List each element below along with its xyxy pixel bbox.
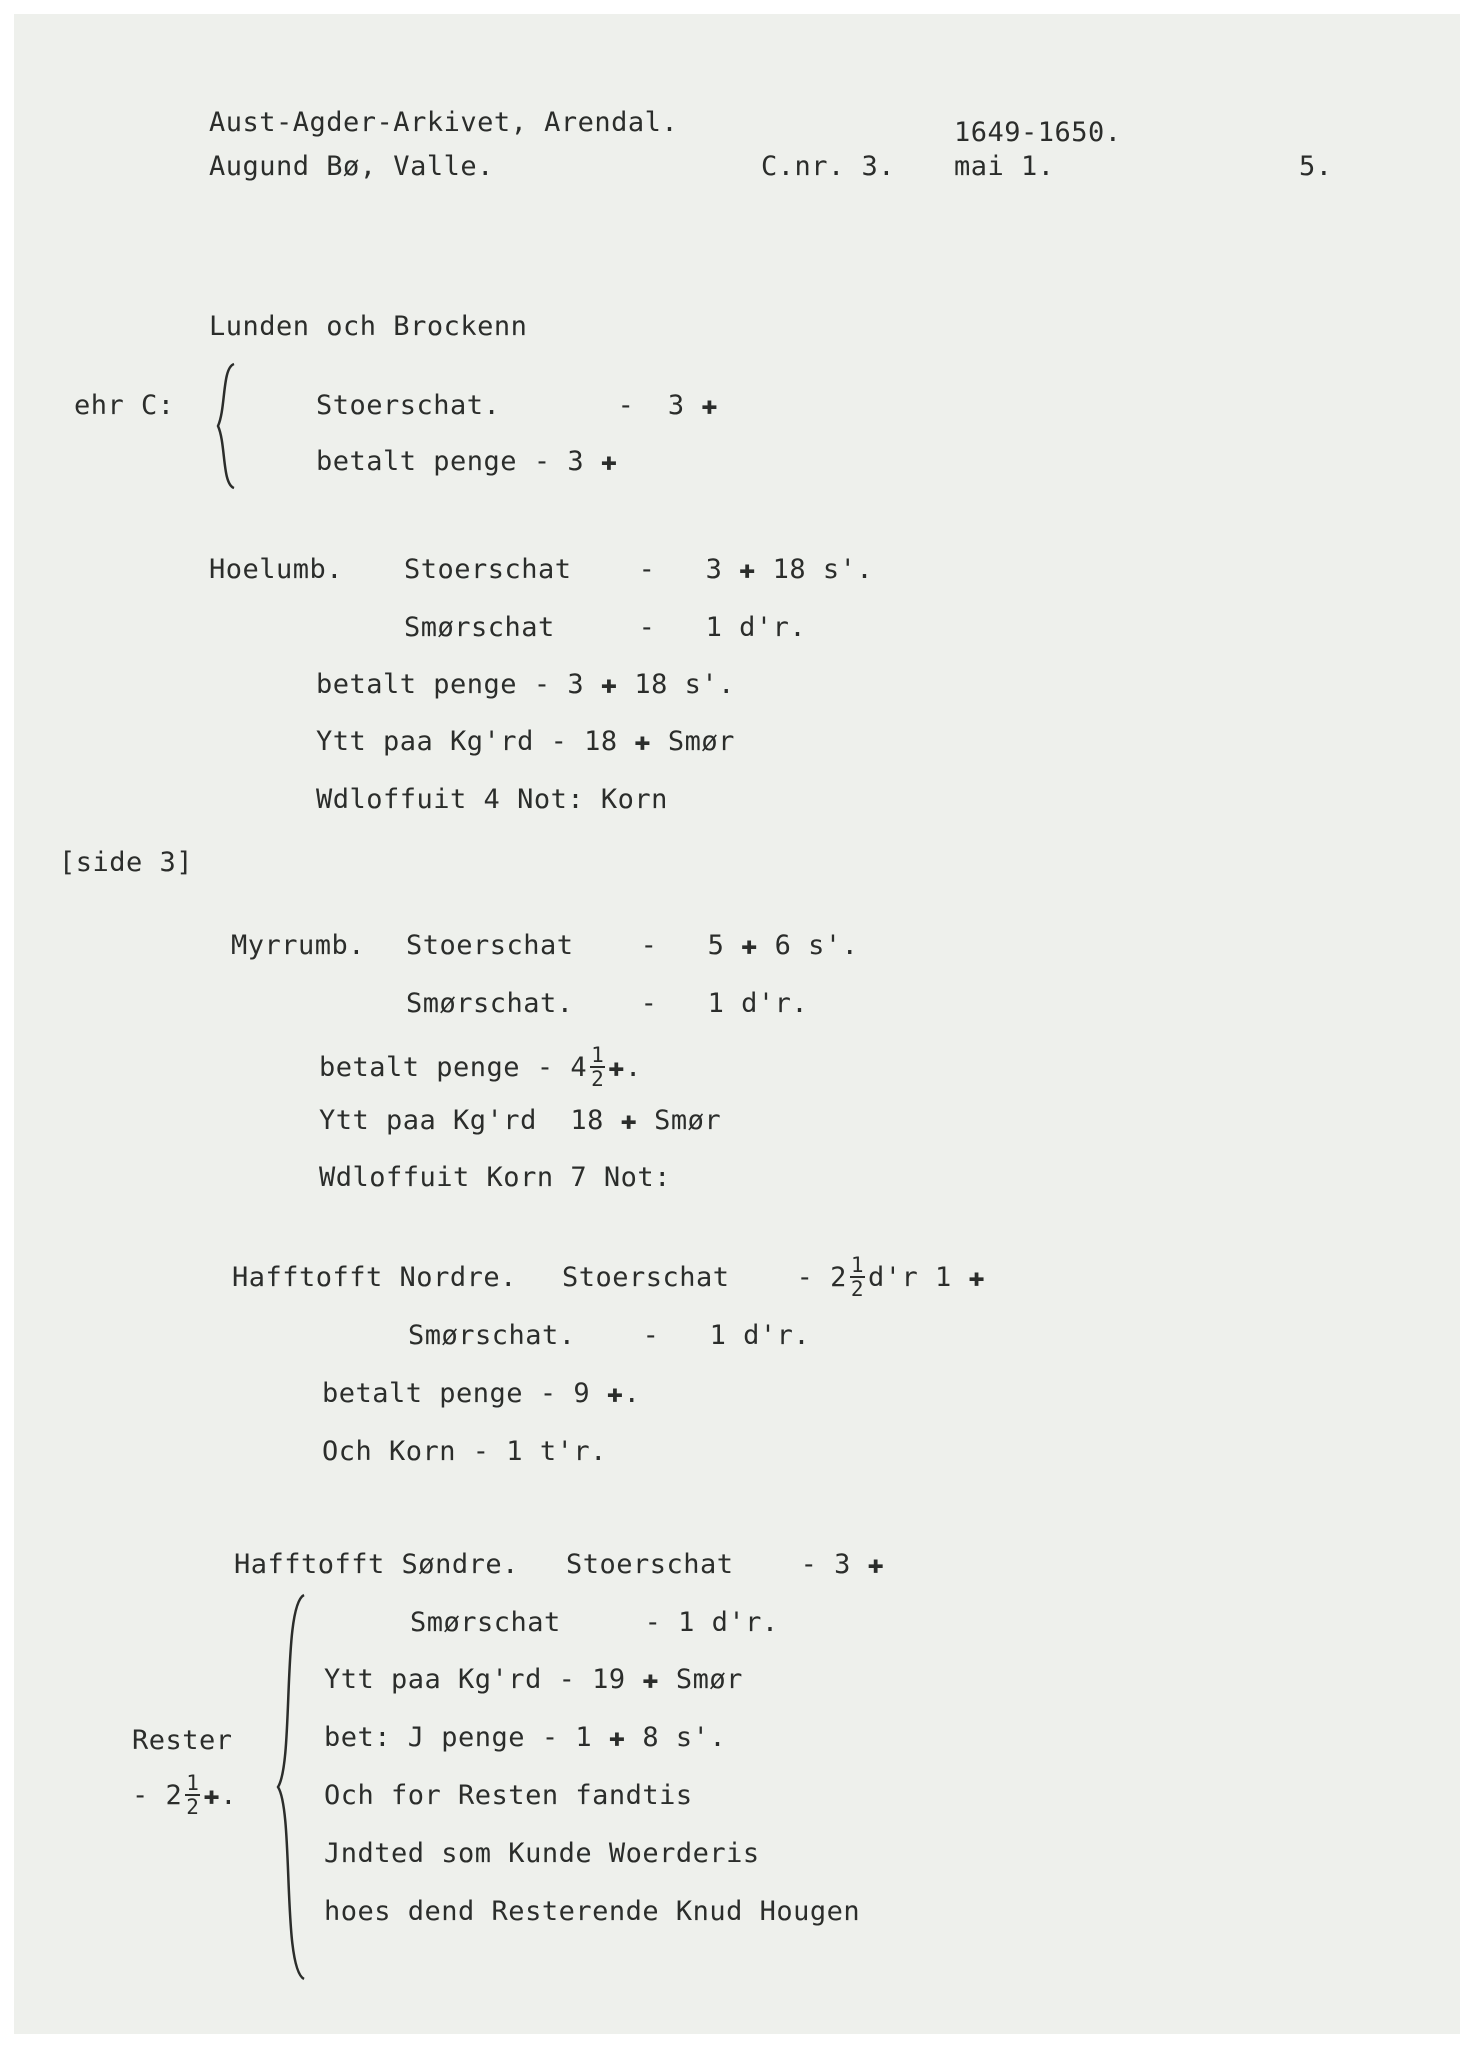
sondre-line-6: Jndted som Kunde Woerderis [324, 1838, 760, 1869]
rester-amount-unit: ✚. [203, 1779, 237, 1811]
myrrumb-line-5: Wdloffuit Korn 7 Not: [319, 1162, 671, 1193]
nordre-line-3: betalt penge - 9 ✚. [322, 1378, 641, 1409]
archive-name: Aust-Agder-Arkivet, Arendal. [209, 107, 679, 138]
entry-date: mai 1. [954, 151, 1055, 182]
hoelumb-line-5: Wdloffuit 4 Not: Korn [316, 784, 668, 815]
sondre-line-2: Smørschat - 1 d'r. [410, 1607, 779, 1638]
nordre-line-4: Och Korn - 1 t'r. [322, 1436, 607, 1467]
fraction-half: $\frac{1}{2}$ [186, 1771, 200, 1820]
lunden-line-1: Stoerschat. - 3 ✚ [316, 390, 719, 421]
side-marker: [side 3] [59, 847, 194, 878]
farm-name-myrrumb: Myrrumb. [231, 930, 366, 961]
margin-note-ehr: ehr C: [74, 390, 175, 421]
section-title-lunden: Lunden och Brockenn [209, 311, 528, 342]
sondre-line-7: hoes dend Resterende Knud Hougen [324, 1896, 861, 1927]
farm-name-hafftofft-nordre: Hafftofft Nordre. [232, 1262, 517, 1293]
fraction-half: $\frac{1}{2}$ [850, 1253, 864, 1302]
sondre-line-4: bet: J penge - 1 ✚ 8 s'. [324, 1722, 727, 1753]
page-number: 5. [1299, 151, 1333, 182]
hoelumb-line-3: betalt penge - 3 ✚ 18 s'. [316, 669, 735, 700]
lunden-line-2: betalt penge - 3 ✚ [316, 446, 618, 477]
rester-amount-text: - 2 [132, 1779, 183, 1811]
sondre-line-5: Och for Resten fandtis [324, 1780, 693, 1811]
margin-note-rester: Rester [132, 1725, 233, 1756]
myrrumb-line-4: Ytt paa Kg'rd 18 ✚ Smør [319, 1105, 722, 1136]
hoelumb-line-2: Smørschat - 1 d'r. [404, 612, 807, 643]
document-page [14, 14, 1460, 2034]
left-brace-icon [214, 362, 240, 490]
myrrumb-line-1: Stoerschat - 5 ✚ 6 s'. [406, 930, 859, 961]
nordre-line-1-text: Stoerschat - 2 [562, 1261, 847, 1293]
hoelumb-line-1: Stoerschat - 3 ✚ 18 s'. [404, 554, 874, 585]
year-range: 1649-1650. [954, 117, 1122, 148]
sondre-line-1: Stoerschat - 3 ✚ [566, 1549, 885, 1580]
nordre-line-2: Smørschat. - 1 d'r. [408, 1320, 811, 1351]
nordre-line-1-unit: d'r 1 ✚ [868, 1261, 986, 1293]
myrrumb-line-2: Smørschat. - 1 d'r. [406, 988, 809, 1019]
hoelumb-line-4: Ytt paa Kg'rd - 18 ✚ Smør [316, 726, 735, 757]
myrrumb-line-3-unit: ✚. [608, 1051, 642, 1083]
nordre-line-1 [562, 1254, 985, 1300]
farm-name-hafftofft-sondre: Hafftofft Søndre. [234, 1549, 519, 1580]
case-number: C.nr. 3. [761, 151, 896, 182]
left-brace-icon [272, 1592, 308, 1982]
myrrumb-line-3-text: betalt penge - 4 [319, 1051, 588, 1083]
margin-note-rester-amount [132, 1772, 237, 1818]
myrrumb-line-3 [319, 1044, 642, 1090]
sondre-line-3: Ytt paa Kg'rd - 19 ✚ Smør [324, 1664, 743, 1695]
fraction-half: $\frac{1}{2}$ [591, 1043, 605, 1092]
farm-name-hoelumb: Hoelumb. [209, 554, 344, 585]
person-name: Augund Bø, Valle. [209, 151, 494, 182]
